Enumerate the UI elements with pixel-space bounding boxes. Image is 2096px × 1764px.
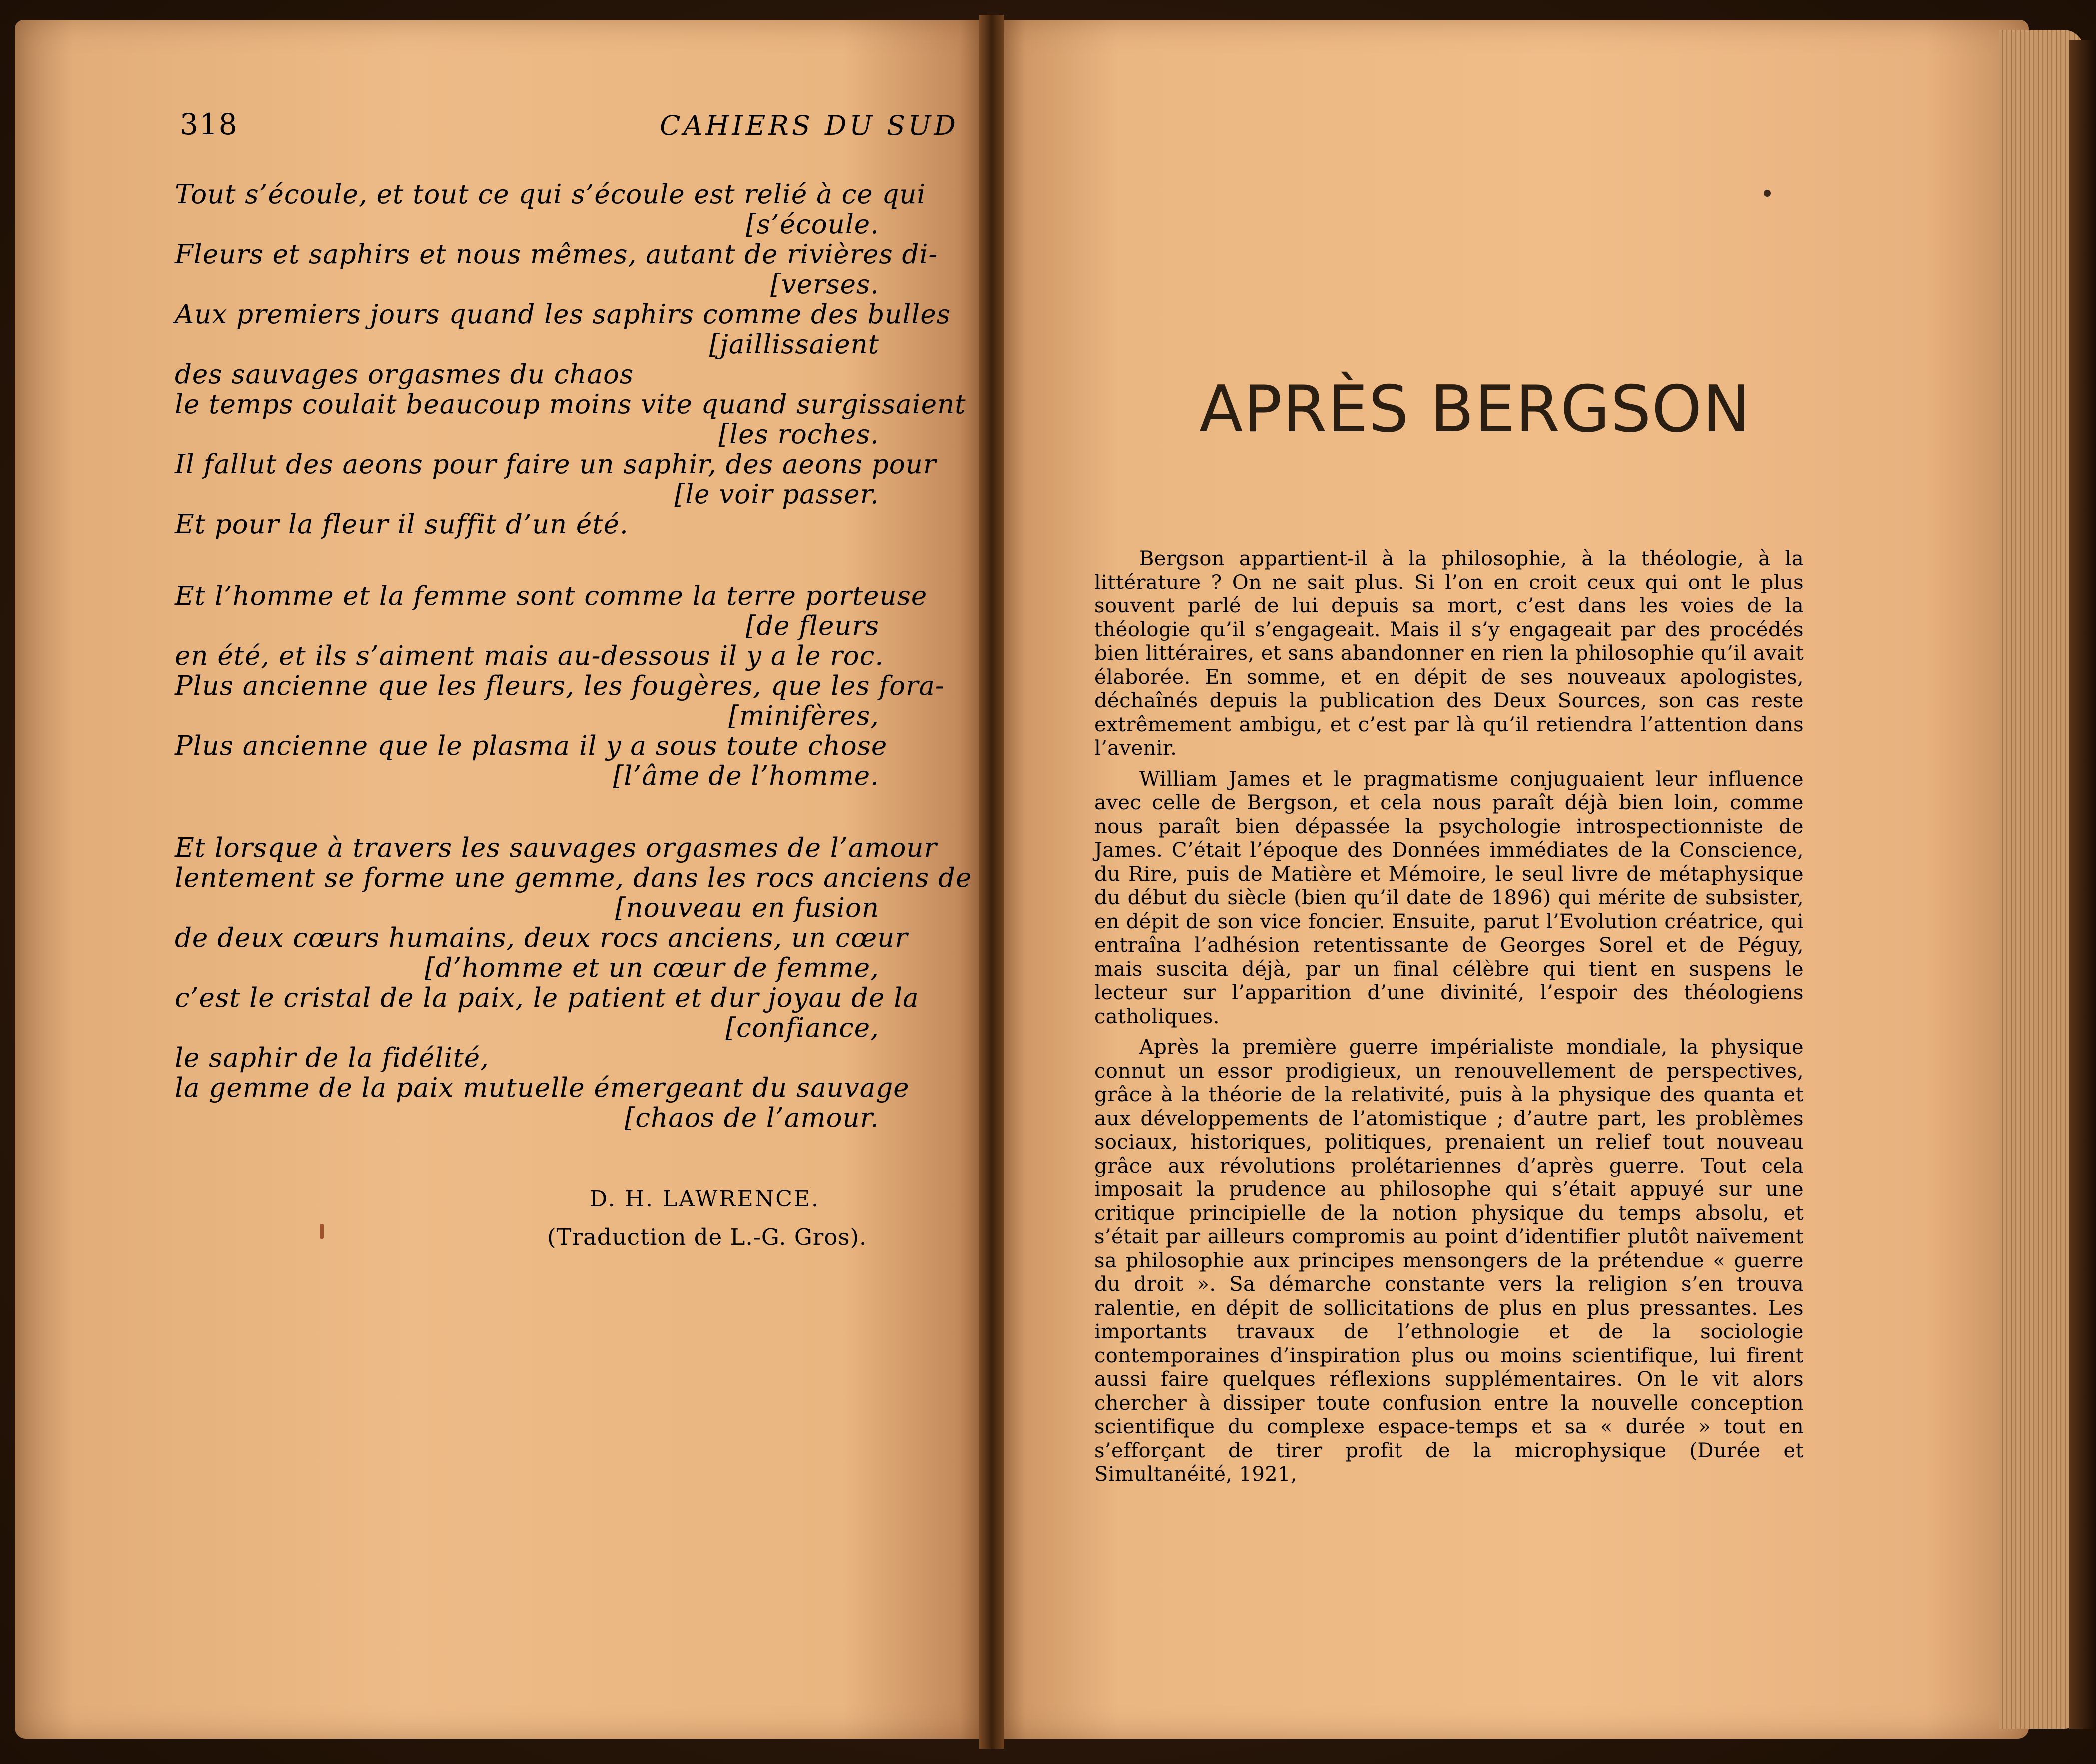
poem-verse: Plus ancienne que le plasma il y a sous toute chose [175, 731, 888, 761]
poem-verse: la gemme de la paix mutuelle émergeant du sauvage [175, 1073, 910, 1103]
article-body [1094, 547, 1804, 1494]
poem-verse: de deux cœurs humains, deux rocs anciens, un cœur [175, 923, 908, 953]
poem-verse-continuation: [verses. [770, 269, 879, 300]
poem-verse: Aux premiers jours quand les saphirs comme des bulles [175, 299, 951, 330]
page-number: 318 [180, 107, 238, 141]
poem-verse-continuation: [s’écoule. [746, 209, 879, 240]
poem-verse-continuation: [jaillissaient [709, 329, 879, 360]
running-title: CAHIERS DU SUD [660, 110, 959, 141]
poem-verse: lentement se forme une gemme, dans les rocs anciens de [175, 863, 972, 893]
poem-verse: Il fallut des aeons pour faire un saphir, des aeons pour [175, 449, 937, 480]
poem-verse: Et pour la fleur il suffit d’un été. [175, 509, 629, 540]
article-title: APRÈS BERGSON [1199, 372, 1751, 447]
translation-credit: (Traduction de L.-G. Gros). [547, 1224, 867, 1250]
poem-stanza [175, 179, 966, 540]
poem-verse-continuation: [d’homme et un cœur de femme, [424, 953, 879, 983]
poem-verse: le saphir de la fidélité, [175, 1043, 489, 1073]
poem-verse: Plus ancienne que les fleurs, les fougères, que les fora- [175, 671, 945, 701]
poem-verse: Tout s’écoule, et tout ce qui s’écoule est relié à ce qui [175, 179, 926, 210]
poem-verse: le temps coulait beaucoup moins vite quand surgissaient [175, 389, 966, 420]
poem-verse-continuation: [les roches. [718, 419, 879, 450]
poem-verse-continuation: [chaos de l’amour. [624, 1103, 879, 1133]
poem-verse: Et l’homme et la femme sont comme la terre porteuse [175, 581, 928, 611]
article-paragraph: William James et le pragmatisme conjuguaient leur influence avec celle de Bergson, et cela nous paraît déjà bien loin, comme nous paraît bien dépassée la psychologie introspectionniste de James. C’était l’époque des Données immédiates de la Conscience, du Rire, puis de Matière et Mémoire, le seul livre de métaphysique du début du siècle (bien qu’il date de 1896) qui mérite de subsister, en dépit de son vice foncier. Ensuite, parut l’Evolution créatrice, qui entraîna l’adhésion retentissante de Georges Sorel et de Péguy, mais suscita déjà, par un final célèbre qui tient en suspens le lecteur sur l’apparition d’une divinité, l’espoir des théologiens catholiques. [1094, 767, 1804, 1028]
poem-verse: Et lorsque à travers les sauvages orgasmes de l’amour [175, 833, 937, 863]
poem-verse-continuation: [l’âme de l’homme. [613, 761, 879, 791]
article-paragraph: Après la première guerre impérialiste mondiale, la physique connut un essor prodigieux, un renouvellement de perspectives, grâce à la théorie de la relativité, puis à la physique des quanta et aux développements de l’atomistique ; d’autre part, les problèmes sociaux, historiques, politiques, prenaient un relief tout nouveau grâce aux révolutions prolétariennes d’après guerre. Tout cela imposait la prudence au philosophe qui s’était appuyé sur une critique principielle de la notion physique du temps absolu, et s’était par ailleurs compromis au point d’identifier plutôt naïvement sa philosophie aux principes mensongers de la prétendue « guerre du droit ». Sa démarche constante vers la religion s’en trouva ralentie, en dépit de sollicitations de plus en plus pressantes. Les importants travaux de l’ethnologie et de la sociologie contemporaines d’inspiration plus ou moins scientifique, lui firent aussi faire quelques réflexions supplémentaires. On le vit alors chercher à dissiper toute confusion entre la nouvelle conception scientifique du complexe espace-temps et sa « durée » tout en s’efforçant de tirer profit de la microphysique (Durée et Simultanéité, 1921, [1094, 1036, 1804, 1486]
book-gutter [979, 15, 1004, 1749]
poem-verse-continuation: [de fleurs [745, 611, 879, 641]
paper-mark [320, 1224, 324, 1239]
poem-verse-continuation: [confiance, [725, 1013, 879, 1043]
poem-verse-continuation: [nouveau en fusion [615, 893, 879, 923]
poem-verse: Fleurs et saphirs et nous mêmes, autant de rivières di- [175, 239, 938, 270]
poem [175, 179, 972, 1175]
poem-verse: c’est le cristal de la paix, le patient et dur joyau de la [175, 983, 919, 1013]
paper-speck [1764, 190, 1771, 197]
poem-verse: des sauvages orgasmes du chaos [175, 359, 634, 390]
poem-verse-continuation: [minifères, [728, 701, 879, 731]
edge-shadow [2069, 40, 2096, 1729]
author-signature: D. H. LAWRENCE. [590, 1186, 820, 1212]
poem-stanza [175, 833, 972, 1133]
poem-verse-continuation: [le voir passer. [674, 479, 879, 510]
article-paragraph: Bergson appartient-il à la philosophie, à la théologie, à la littérature ? On ne sait plus. Si l’on en croit ceux qui ont le plus souvent parlé de lui depuis sa mort, c’est dans les voies de la théologie qu’il s’engageait. Mais il s’y engageait par des procédés bien littéraires, et sans abandonner en rien la philosophie qu’il avait élaborée. En somme, et en dépit de ses nouveaux apologistes, déchaînés depuis la publication des Deux Sources, son cas reste extrêmement ambigu, et c’est par là qu’il retiendra l’attention dans l’avenir. [1094, 547, 1804, 760]
poem-verse: en été, et ils s’aiment mais au-dessous il y a le roc. [175, 641, 884, 671]
poem-stanza [175, 581, 945, 791]
